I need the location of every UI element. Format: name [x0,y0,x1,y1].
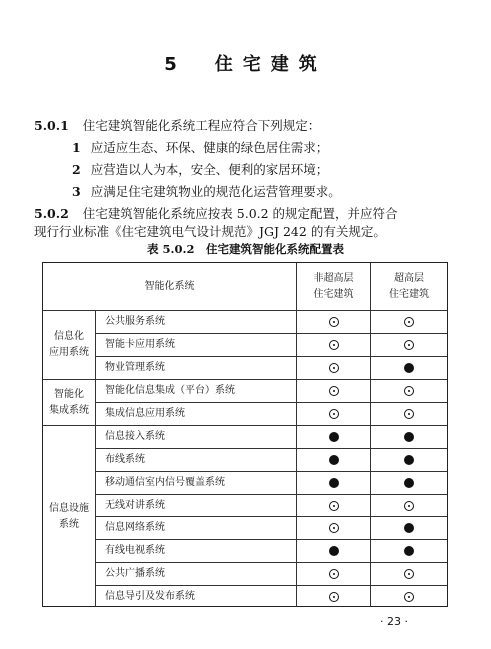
status-symbol [404,386,414,396]
clause-text: 现行行业标准《住宅建筑电气设计规范》JGJ 242 的有关规定。 [34,224,386,239]
row-name: 公共广播系统 [105,568,165,579]
row-cell-c2 [371,357,447,379]
status-symbol [404,317,414,327]
clause-5-0-2 [34,204,398,222]
row-name: 信息接入系统 [105,431,165,442]
status-symbol [329,546,339,556]
row-cell-c2 [371,586,447,607]
group-label-integration [43,380,95,425]
header-high-rise [371,263,447,310]
row-cell-c1 [297,517,370,539]
status-symbol [329,592,339,602]
row-cell-c1 [297,495,370,516]
clause-number: 5.0.1 [34,118,69,133]
row-cell-c1 [297,380,370,402]
status-symbol [404,569,414,579]
status-symbol [329,340,339,350]
item-number: 2 [72,162,81,177]
config-table [42,262,448,607]
status-symbol [404,592,414,602]
status-symbol [329,478,339,488]
row-cell-c1 [297,426,370,448]
row-cell-c2 [371,403,447,425]
item-text: 应满足住宅建筑物业的规范化运营管理要求。 [90,184,341,199]
row-cell-c1 [297,472,370,494]
item-number: 3 [72,184,81,199]
status-symbol [329,317,339,327]
row-cell-c2 [371,540,447,562]
header-line: 住宅建筑 [313,288,354,300]
status-symbol [404,432,414,442]
row-cell-c2 [371,472,447,494]
clause-item-2 [72,160,328,178]
row-cell-c2 [371,334,447,356]
row-name: 无线对讲系统 [105,499,165,511]
row-cell-c2 [371,495,447,516]
table-title: 表 5.0.2 住宅建筑智能化系统配置表 [146,242,344,256]
row-cell-c1 [297,311,370,333]
row-cell-c2 [371,449,447,471]
status-symbol [329,501,339,511]
row-cell-c1 [297,563,370,585]
row-name: 物业管理系统 [105,362,165,373]
clause-continuation [34,222,386,240]
clause-text: 住宅建筑智能化系统工程应符合下列规定： [82,118,321,133]
item-text: 应适应生态、环保、健康的绿色居住需求； [90,140,329,155]
clause-number: 5.0.2 [34,206,69,221]
header-line: 住宅建筑 [389,288,429,300]
status-symbol [404,523,414,533]
status-symbol [404,409,414,419]
header-line: 超高层 [394,272,424,284]
row-cell-c2 [371,563,447,585]
row-name: 公共服务系统 [105,316,165,327]
row-name: 移动通信室内信号覆盖系统 [105,477,225,488]
row-name: 智能卡应用系统 [105,339,175,350]
group-line: 信息设施 [49,502,89,514]
status-symbol [404,340,414,350]
group-line: 集成系统 [49,404,89,416]
row-name: 集成信息应用系统 [105,408,185,419]
status-symbol [329,386,339,396]
group-line: 智能化 [54,388,84,400]
row-cell-c2 [371,517,447,539]
row-cell-c1 [297,449,370,471]
item-number: 1 [72,140,81,155]
page-number: · 23 · [380,615,408,628]
status-symbol [329,569,339,579]
row-cell-c1 [297,357,370,379]
row-cell-c1 [297,586,370,607]
row-name: 有线电视系统 [105,545,165,556]
group-label-info-app [43,311,95,379]
clause-text: 住宅建筑智能化系统应按表 5.0.2 的规定配置，并应符合 [82,206,398,221]
group-line: 应用系统 [49,347,89,358]
clause-item-1 [72,138,328,156]
row-cell-c1 [297,540,370,562]
row-cell-c1 [297,334,370,356]
status-symbol [404,455,414,465]
row-cell-c2 [371,311,447,333]
row-name: 信息网络系统 [105,522,165,533]
row-cell-c1 [297,403,370,425]
row-cell-c2 [371,426,447,448]
status-symbol [329,523,339,533]
group-label-facilities [43,426,95,607]
group-line: 系统 [59,518,79,530]
row-name: 布线系统 [105,454,145,465]
row-cell-c2 [371,380,447,402]
item-text: 应营造以人为本，安全、便利的家居环境； [90,162,329,177]
status-symbol [329,455,339,465]
clause-5-0-1 [34,116,320,134]
status-symbol [404,478,414,488]
status-symbol [329,363,339,373]
status-symbol [404,546,414,556]
group-line: 信息化 [54,331,84,342]
row-name: 信息导引及发布系统 [105,590,195,602]
header-line: 非超高层 [313,272,354,284]
header-non-high-rise [297,263,370,310]
chapter-title: 5 住宅建筑 [164,54,327,75]
status-symbol [329,432,339,442]
clause-item-3 [72,182,341,200]
row-name: 智能化信息集成（平台）系统 [105,385,235,396]
status-symbol [404,501,414,511]
header-system: 智能化系统 [144,280,195,292]
status-symbol [404,363,414,373]
status-symbol [329,409,339,419]
